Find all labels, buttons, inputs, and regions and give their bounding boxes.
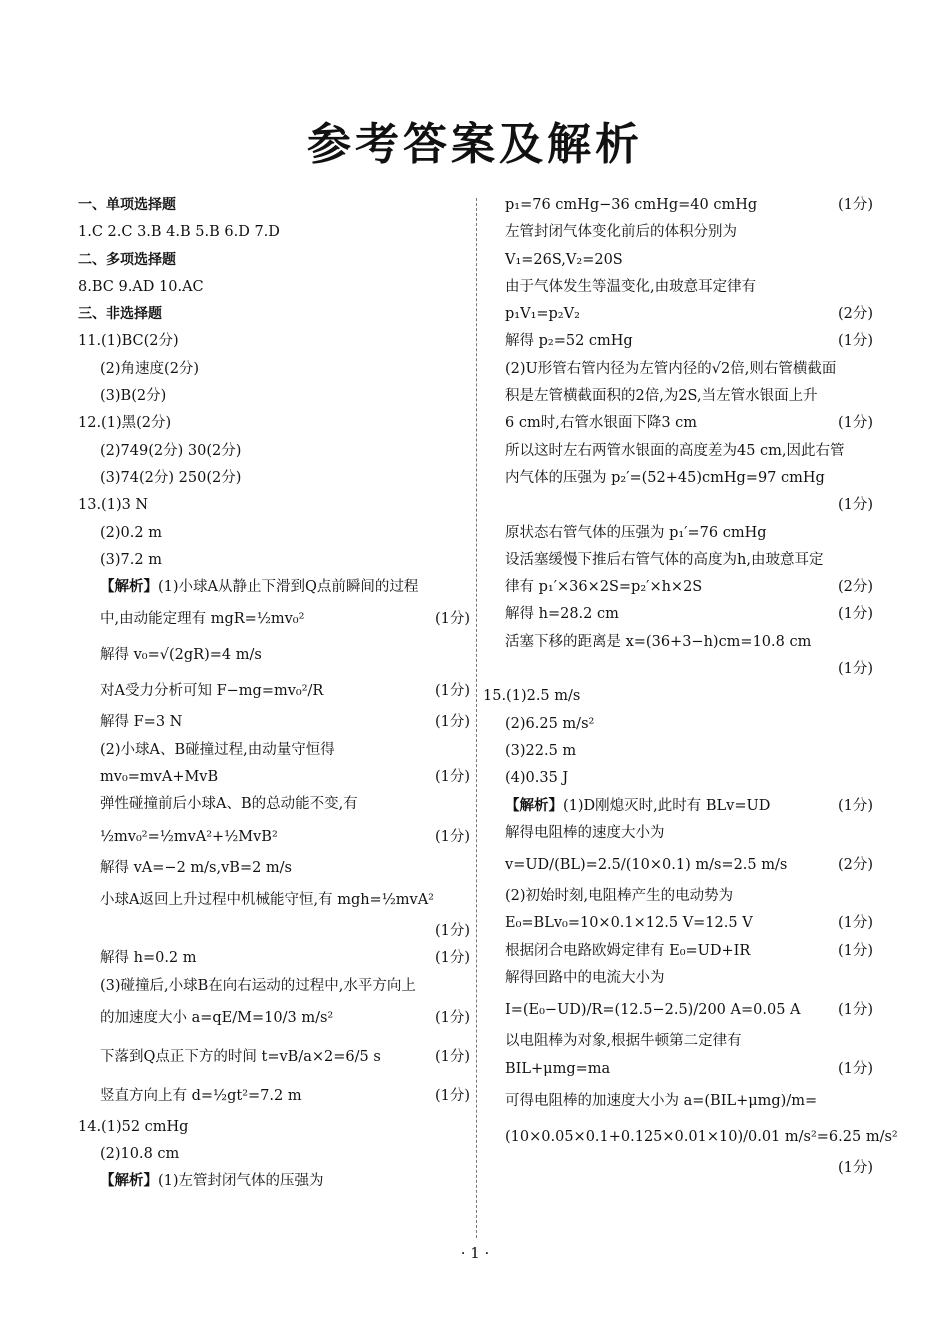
analysis-tag: 【解析】 bbox=[100, 1173, 158, 1190]
text-line bbox=[78, 945, 470, 972]
text-line bbox=[78, 410, 470, 437]
line-text: 积是左管横截面积的2倍,为2S,当左管水银面上升 bbox=[505, 388, 818, 405]
line-text: 14.(1)52 cmHg bbox=[78, 1118, 189, 1135]
line-text: (1)D刚熄灭时,此时有 BLv=UD bbox=[563, 797, 771, 814]
score-points: (1分) bbox=[837, 797, 873, 814]
text-line bbox=[78, 383, 470, 410]
text-line bbox=[483, 847, 873, 883]
line-text: 设活塞缓慢下推后右管气体的高度为h,由玻意耳定 bbox=[505, 551, 824, 568]
text-line bbox=[78, 465, 470, 492]
text-line bbox=[78, 637, 470, 673]
line-text: (2)初始时刻,电阻棒产生的电动势为 bbox=[505, 888, 734, 905]
line-text: 可得电阻棒的加速度大小为 a=(BIL+μmg)/m= bbox=[505, 1092, 818, 1109]
line-text: 1.C 2.C 3.B 4.B 5.B 6.D 7.D bbox=[78, 224, 280, 241]
line-text: v=UD/(BL)=2.5/(10×0.1) m/s=2.5 m/s bbox=[505, 857, 788, 874]
line-text: 6 cm时,右管水银面下降3 cm bbox=[505, 415, 698, 432]
line-text: 以电阻棒为对象,根据牛顿第二定律有 bbox=[505, 1033, 742, 1050]
text-line bbox=[483, 383, 873, 410]
text-line bbox=[483, 247, 873, 274]
score-points: (1分) bbox=[837, 915, 873, 932]
line-text: 下落到Q点正下方的时间 t=vB/a×2=6/5 s bbox=[100, 1048, 381, 1065]
text-line bbox=[483, 656, 873, 683]
text-line bbox=[78, 192, 470, 219]
line-text: (3)22.5 m bbox=[505, 742, 577, 759]
analysis-tag: 【解析】 bbox=[505, 797, 563, 814]
text-line bbox=[483, 1155, 873, 1182]
score-points: (1分) bbox=[837, 497, 873, 514]
line-text: 律有 p₁′×36×2S=p₂′×h×2S bbox=[505, 579, 703, 596]
score-points: (1分) bbox=[434, 922, 470, 939]
text-line bbox=[483, 1119, 898, 1155]
text-line bbox=[483, 547, 873, 574]
score-points: (2分) bbox=[837, 306, 873, 323]
score-points: (1分) bbox=[837, 1060, 873, 1077]
line-text: 由于气体发生等温变化,由玻意耳定律有 bbox=[505, 278, 757, 295]
line-text: 解得 v₀=√(2gR)=4 m/s bbox=[100, 647, 262, 664]
score-points: (1分) bbox=[837, 606, 873, 623]
line-text: 的加速度大小 a=qE/M=10/3 m/s² bbox=[100, 1009, 334, 1026]
text-line bbox=[483, 629, 873, 656]
text-line bbox=[483, 992, 873, 1028]
text-line bbox=[483, 738, 873, 765]
text-line bbox=[78, 438, 470, 465]
line-text: mv₀=mvA+MvB bbox=[100, 769, 219, 786]
text-line bbox=[483, 820, 873, 847]
line-text: p₁V₁=p₂V₂ bbox=[505, 306, 580, 323]
score-points: (1分) bbox=[434, 828, 470, 845]
line-text: 二、多项选择题 bbox=[78, 251, 176, 268]
text-line bbox=[78, 274, 470, 301]
line-text: 对A受力分析可知 F−mg=mv₀²/R bbox=[100, 683, 324, 700]
analysis-tag: 【解析】 bbox=[100, 579, 158, 596]
line-text: (2)10.8 cm bbox=[100, 1146, 180, 1163]
score-points: (1分) bbox=[434, 1087, 470, 1104]
text-line bbox=[483, 938, 873, 965]
line-text: 弹性碰撞前后小球A、B的总动能不变,有 bbox=[100, 796, 358, 813]
text-line bbox=[483, 1083, 873, 1119]
text-line bbox=[78, 1000, 470, 1036]
text-line bbox=[78, 1078, 470, 1114]
line-text: 解得电阻棒的速度大小为 bbox=[505, 824, 665, 841]
line-text: 8.BC 9.AD 10.AC bbox=[78, 278, 204, 295]
text-line bbox=[78, 547, 470, 574]
score-points: (1分) bbox=[434, 611, 470, 628]
score-points: (1分) bbox=[837, 661, 873, 678]
line-text: (2)小球A、B碰撞过程,由动量守恒得 bbox=[100, 741, 335, 758]
text-line bbox=[78, 301, 470, 328]
line-text: BIL+μmg=ma bbox=[505, 1060, 611, 1077]
text-line bbox=[483, 765, 873, 792]
text-line bbox=[78, 1114, 470, 1141]
text-line bbox=[483, 574, 873, 601]
text-line bbox=[78, 737, 470, 764]
line-text: 解得 vA=−2 m/s,vB=2 m/s bbox=[100, 859, 292, 876]
line-text: (4)0.35 J bbox=[505, 770, 569, 787]
line-text: (3)7.2 m bbox=[100, 551, 162, 568]
text-line bbox=[78, 918, 470, 945]
text-line bbox=[483, 1056, 873, 1083]
text-line bbox=[483, 356, 873, 383]
text-line bbox=[78, 791, 470, 818]
text-line bbox=[78, 819, 470, 855]
left-column bbox=[78, 192, 470, 1196]
line-text: (3)74(2分) 250(2分) bbox=[100, 469, 242, 486]
line-text: 内气体的压强为 p₂′=(52+45)cmHg=97 cmHg bbox=[505, 469, 825, 486]
text-line bbox=[78, 328, 470, 355]
line-text: (1)左管封闭气体的压强为 bbox=[158, 1173, 324, 1190]
line-text: 11.(1)BC(2分) bbox=[78, 333, 179, 350]
line-text: V₁=26S,V₂=20S bbox=[505, 251, 623, 268]
line-text: 解得回路中的电流大小为 bbox=[505, 970, 665, 987]
score-points: (1分) bbox=[434, 683, 470, 700]
text-line bbox=[78, 1168, 470, 1195]
line-text: (10×0.05×0.1+0.125×0.01×10)/0.01 m/s²=6.25 m/s² bbox=[505, 1128, 898, 1145]
line-text: 解得 h=28.2 cm bbox=[505, 606, 619, 623]
line-text: 根据闭合电路欧姆定律有 E₀=UD+IR bbox=[505, 942, 751, 959]
line-text: 解得 p₂=52 cmHg bbox=[505, 333, 633, 350]
text-line bbox=[483, 683, 873, 710]
line-text: (1)小球A从静止下滑到Q点前瞬间的过程 bbox=[158, 579, 419, 596]
text-line bbox=[78, 492, 470, 519]
page-title: 参考答案及解析 bbox=[307, 119, 643, 170]
line-text: (2)角速度(2分) bbox=[100, 360, 200, 377]
text-line bbox=[78, 520, 470, 547]
line-text: 中,由动能定理有 mgR=½mv₀² bbox=[100, 611, 305, 628]
text-line bbox=[78, 673, 470, 709]
text-line bbox=[483, 910, 873, 937]
line-text: (2)6.25 m/s² bbox=[505, 715, 595, 732]
line-text: (2)U形管右管内径为左管内径的√2倍,则右管横截面 bbox=[505, 360, 837, 377]
text-line bbox=[78, 709, 470, 736]
text-line bbox=[483, 883, 873, 910]
score-points: (1分) bbox=[837, 1002, 873, 1019]
line-text: (2)0.2 m bbox=[100, 524, 162, 541]
line-text: (2)749(2分) 30(2分) bbox=[100, 442, 242, 459]
text-line bbox=[483, 192, 873, 219]
text-line bbox=[78, 973, 470, 1000]
text-line bbox=[78, 574, 470, 601]
score-points: (1分) bbox=[434, 714, 470, 731]
score-points: (1分) bbox=[837, 942, 873, 959]
score-points: (1分) bbox=[837, 333, 873, 350]
column-divider bbox=[476, 198, 477, 1238]
line-text: 活塞下移的距离是 x=(36+3−h)cm=10.8 cm bbox=[505, 633, 812, 650]
text-line bbox=[483, 410, 873, 437]
score-points: (1分) bbox=[434, 1009, 470, 1026]
text-line bbox=[78, 219, 470, 246]
line-text: p₁=76 cmHg−36 cmHg=40 cmHg bbox=[505, 197, 758, 213]
line-text: E₀=BLv₀=10×0.1×12.5 V=12.5 V bbox=[505, 915, 753, 932]
score-points: (1分) bbox=[434, 950, 470, 967]
line-text: 13.(1)3 N bbox=[78, 497, 149, 514]
right-column bbox=[483, 192, 898, 1182]
line-text: 12.(1)黑(2分) bbox=[78, 415, 172, 432]
text-line bbox=[78, 855, 470, 882]
line-text: 解得 h=0.2 m bbox=[100, 950, 197, 967]
text-line bbox=[483, 492, 873, 519]
text-line bbox=[483, 328, 873, 355]
line-text: 三、非选择题 bbox=[78, 306, 162, 323]
line-text: 原状态右管气体的压强为 p₁′=76 cmHg bbox=[505, 524, 767, 541]
line-text: (3)B(2分) bbox=[100, 388, 167, 405]
score-points: (1分) bbox=[837, 1159, 873, 1176]
text-line bbox=[483, 219, 873, 246]
score-points: (1分) bbox=[837, 197, 873, 213]
text-line bbox=[483, 601, 873, 628]
text-line bbox=[483, 438, 873, 465]
line-text: 小球A返回上升过程中机械能守恒,有 mgh=½mvA² bbox=[100, 891, 434, 908]
score-points: (2分) bbox=[837, 857, 873, 874]
text-line bbox=[483, 1028, 873, 1055]
text-line bbox=[78, 764, 470, 791]
text-line bbox=[78, 1141, 470, 1168]
text-line bbox=[78, 356, 470, 383]
text-line bbox=[483, 711, 873, 738]
score-points: (2分) bbox=[837, 579, 873, 596]
line-text: 竖直方向上有 d=½gt²=7.2 m bbox=[100, 1087, 302, 1104]
text-line bbox=[483, 274, 873, 301]
score-points: (1分) bbox=[434, 1048, 470, 1065]
line-text: (3)碰撞后,小球B在向右运动的过程中,水平方向上 bbox=[100, 977, 416, 994]
text-line bbox=[78, 247, 470, 274]
line-text: I=(E₀−UD)/R=(12.5−2.5)/200 A=0.05 A bbox=[505, 1002, 801, 1019]
text-line bbox=[483, 793, 873, 820]
line-text: 一、单项选择题 bbox=[78, 197, 176, 213]
score-points: (1分) bbox=[434, 769, 470, 786]
page-number: · 1 · bbox=[460, 1244, 490, 1262]
text-line bbox=[78, 882, 470, 918]
text-line bbox=[483, 520, 873, 547]
line-text: 解得 F=3 N bbox=[100, 714, 183, 731]
text-line bbox=[483, 301, 873, 328]
text-line bbox=[483, 965, 873, 992]
text-line bbox=[78, 601, 470, 637]
line-text: 左管封闭气体变化前后的体积分别为 bbox=[505, 224, 737, 241]
score-points: (1分) bbox=[837, 415, 873, 432]
line-text: 15.(1)2.5 m/s bbox=[483, 688, 581, 705]
text-line bbox=[483, 465, 873, 492]
line-text: 所以这时左右两管水银面的高度差为45 cm,因此右管 bbox=[505, 442, 845, 459]
text-line bbox=[78, 1036, 470, 1078]
line-text: ½mv₀²=½mvA²+½MvB² bbox=[100, 828, 278, 845]
